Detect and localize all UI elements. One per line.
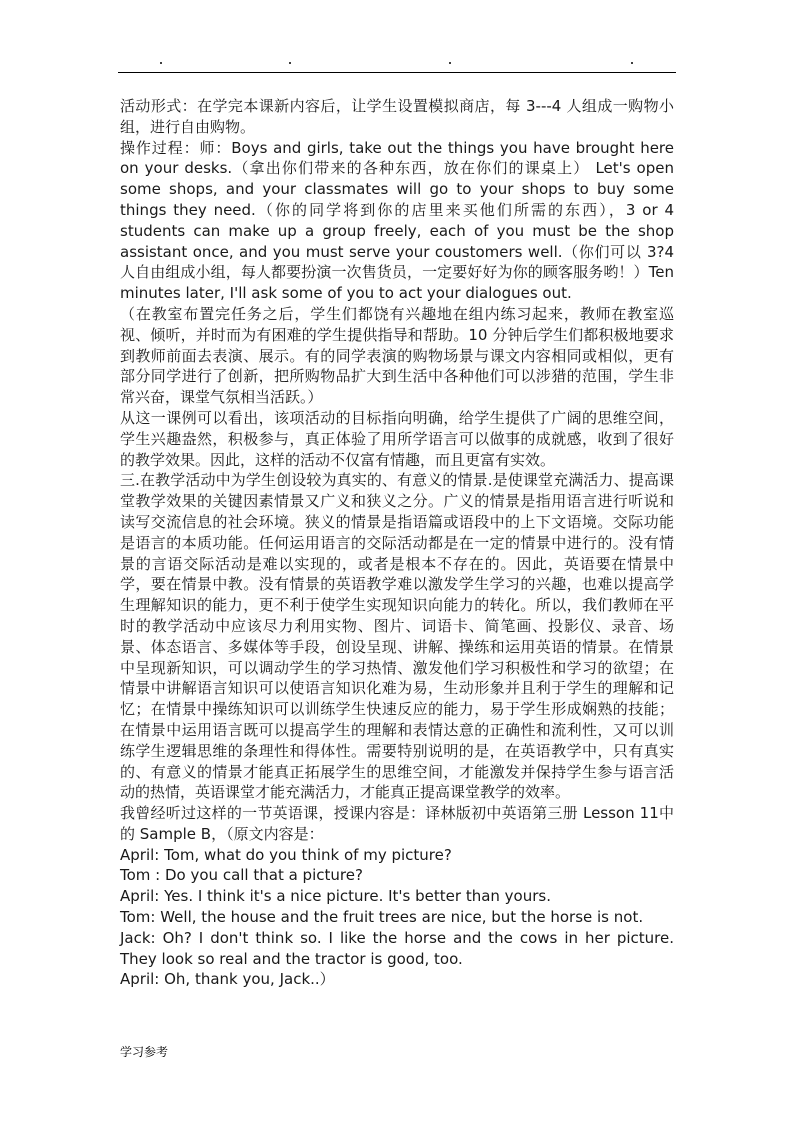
paragraph-procedure: 操作过程：师：Boys and girls, take out the things you have brought here on your desks.（拿出你们带来的各种东西，放在你们的课桌上） Let's open some shops, and your classmates will go to your shops to buy some things they need.（你的同学将到你的店里来买他们所需的东西），3 or 4 students can make up a group freely, each of you must be the shop assistant once, and you must serve your coustomers well.（你们可以 3?4 人自由组成小组，每人都要扮演一次售货员，一定要好好为你的顾客服务哟！）Ten minutes later, I'll ask some of you to act your dialogues out. xyxy=(120,138,679,303)
dialogue-line: Jack: Oh? I don't think so. I like the horse and the cows in her picture. They look so real and the tractor is good, too. xyxy=(120,928,679,968)
dialogue-line: Tom : Do you call that a picture? xyxy=(120,866,363,885)
paragraph-activity-form: 活动形式：在学完本课新内容后，让学生设置模拟商店，每 3---4 人组成一购物小组，进行自由购物。 xyxy=(120,97,674,136)
paragraph-classroom-note: （在教室布置完任务之后，学生们都饶有兴趣地在组内练习起来，教师在教室巡视、倾听，并时而为有困难的学生提供指导和帮助。10 分钟后学生们都积极地要求到教师前面去表演、展示。有的同学表演的购物场景与课文内容相同或相似，更有部分同学进行了创新，把所购物品扩大到生活中各种他们可以涉猎的范围，学生非常兴奋，课堂气氛相当活跃。） xyxy=(120,304,674,407)
dialogue-line: April: Oh, thank you, Jack..） xyxy=(120,970,335,989)
header-dot xyxy=(289,62,291,64)
header-dot xyxy=(631,62,633,64)
header-dot xyxy=(449,62,451,64)
dialogue-line: April: Tom, what do you think of my picture? xyxy=(120,845,452,864)
document-body xyxy=(120,96,679,990)
paragraph-section-three: 三.在教学活动中为学生创设较为真实的、有意义的情景.是使课堂充满活力、提高课堂教学效果的关键因素情景又广义和狭义之分。广义的情景是指用语言进行听说和读写交流信息的社会环境。狭义的情景是指语篇或语段中的上下文语境。交际功能是语言的本质功能。任何运用语言的交际活动都是在一定的情景中进行的。没有情景的言语交际活动是难以实现的，或者是根本不存在的。因此，英语要在情景中学，要在情景中教。没有情景的英语教学难以激发学生学习的兴趣，也难以提高学生理解知识的能力，更不利于使学生实现知识向能力的转化。所以，我们教师在平时的教学活动中应该尽力利用实物、图片、词语卡、简笔画、投影仪、录音、场景、体态语言、多媒体等手段，创设呈现、讲解、操练和运用英语的情景。在情景中呈现新知识，可以调动学生的学习热情、激发他们学习积极性和学习的欲望；在情景中讲解语言知识可以使语言知识化难为易，生动形象并且利于学生的理解和记忆；在情景中操练知识可以训练学生快速反应的能力，易于学生形成娴熟的技能；在情景中运用语言既可以提高学生的理解和表情达意的正确性和流利性，又可以训练学生逻辑思维的条理性和得体性。需要特别说明的是，在英语教学中，只有真实的、有意义的情景才能真正拓展学生的思维空间，才能激发并保持学生参与语言活动的热情，英语课堂才能充满活力，才能真正提高课堂教学的效率。 xyxy=(120,471,674,802)
dialogue-line: Tom: Well, the house and the fruit trees are nice, but the horse is not. xyxy=(120,908,644,927)
paragraph-lesson-intro: 我曾经听过这样的一节英语课，授课内容是：译林版初中英语第三册 Lesson 11中的 Sample B，（原文内容是： xyxy=(120,804,674,843)
header-rule xyxy=(118,72,676,73)
header-dot xyxy=(160,62,162,64)
paragraph-analysis: 从这一课例可以看出，该项活动的目标指向明确，给学生提供了广阔的思维空间，学生兴趣盎然，积极参与，真正体验了用所学语言可以做事的成就感，收到了很好的教学效果。因此，这样的活动不仅富有情趣，而且更富有实效。 xyxy=(120,408,674,469)
dialogue-line: April: Yes. I think it's a nice picture. It's better than yours. xyxy=(120,887,551,906)
page-footer: 学习参考 xyxy=(120,1045,169,1059)
